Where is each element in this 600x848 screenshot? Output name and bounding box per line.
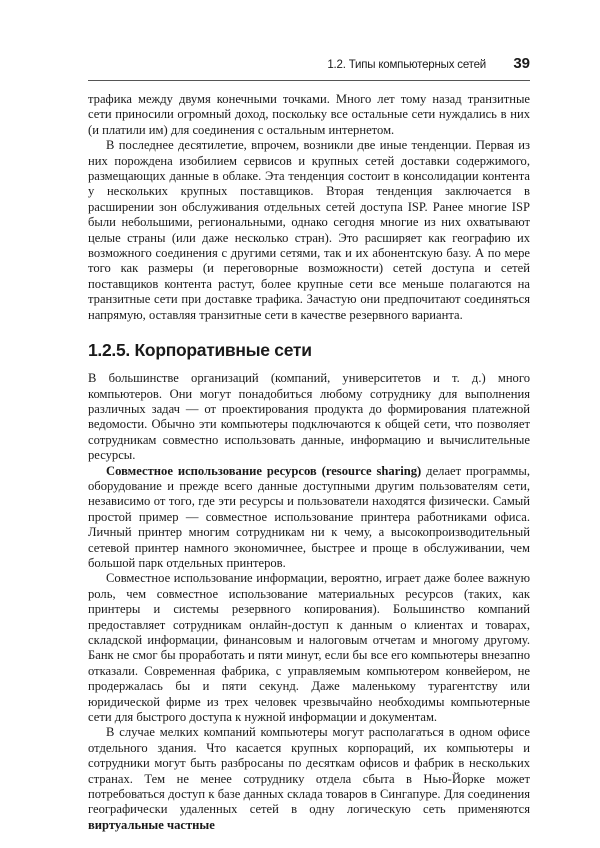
running-header [88, 55, 530, 77]
term-resource-sharing: Совместное использование ресурсов (resource sharing) [106, 463, 422, 478]
header-divider [88, 80, 530, 81]
paragraph-information-sharing: Совместное использование информации, вероятно, играет даже более важную роль, чем совместное использование материальных ресурсов (таких, как принтеры и системы резервного копирования). Большинство компаний предоставляет сотрудникам онлайн-доступ к данным о клиентах и товарах, складской информации, финансовым и налоговым отчетам и многому другому. Банк не смог бы проработать и пяти минут, если бы все его компьютеры внезапно отказали. Современная фабрика, с управляемым компьютером конвейером, не продержалась бы и пяти секунд. Даже маленькому турагентству или юридической фирме из трех человек чрезвычайно необходимы компьютерные сети для быстрого доступа к нужной информации и документам. [88, 571, 530, 725]
paragraph-resource-sharing-text: делает программы, оборудование и прежде всего данные доступными другим пользователям сети, независимо от того, где эти ресурсы и пользователи находятся физически. Самый простой пример — совместное использование принтера работниками офиса. Личный принтер многим сотрудникам ни к чему, а высокопроизводительный сетевой принтер намного экономичнее, быстрее и проще в обслуживании, чем большой парк отдельных принтеров. [88, 463, 530, 570]
paragraph-vpn-text: В случае мелких компаний компьютеры могут располагаться в одном офисе отдельного здания. Что касается крупных корпораций, их компьютеры и сотрудники могут быть разбросаны по десяткам офисов и фабрик в нескольких странах. Тем не менее сотруднику отдела сбыта в Нью-Йорке может потребоваться доступ к базе данных склада товаров в Сингапуре. Для соединения географически удаленных сетей в одну логическую сеть применяются [88, 725, 530, 817]
paragraph-enterprise-intro: В большинстве организаций (компаний, университетов и т. д.) много компьютеров. Они могут понадобиться любому сотруднику для выполнения различных задач — от проектирования продукта до формирования платежной ведомости. Обычно эти компьютеры подключаются к общей сети, что позволяет сотрудникам совместно использовать данные, информацию и вычислительные ресурсы. [88, 371, 530, 463]
paragraph-trends: В последнее десятилетие, впрочем, возникли две иные тенденции. Первая из них порождена изобилием сервисов и крупных сетей доставки содержимого, размещающих данные в облаке. Эта тенденция состоит в консолидации контента у нескольких крупных поставщиков. Вторая тенденция заключается в расширении зон обслуживания отдельных сетей доступа ISP. Ранее многие ISP были небольшими, региональными, однако сегодня многие из них охватывают целые страны (или даже несколько стран). Это расширяет как географию их возможного соединения с другими сетями, так и их абонентскую базу. А по мере того как размеры (и переговорные возможности) сетей доступа и сетей поставщиков контента растут, более крупные сети все меньше полагаются на транзитные сети при доставке трафика. Зачастую они предпочитают соединяться напрямую, оставляя транзитные сети в качестве резервного варианта. [88, 138, 530, 322]
term-virtual-private: виртуальные частные [88, 817, 215, 832]
paragraph-vpn [88, 725, 530, 833]
page-number: 39 [513, 55, 530, 72]
paragraph-continued: трафика между двумя конечными точками. Много лет тому назад транзитные сети приносили огромный доход, поскольку все остальные сети нуждались в них (и платили им) для соединения с остальным интернетом. [88, 92, 530, 137]
page-body [88, 92, 530, 833]
running-header-title: 1.2. Типы компьютерных сетей [327, 59, 486, 71]
section-heading: 1.2.5. Корпоративные сети [88, 340, 312, 361]
paragraph-resource-sharing [88, 464, 530, 572]
